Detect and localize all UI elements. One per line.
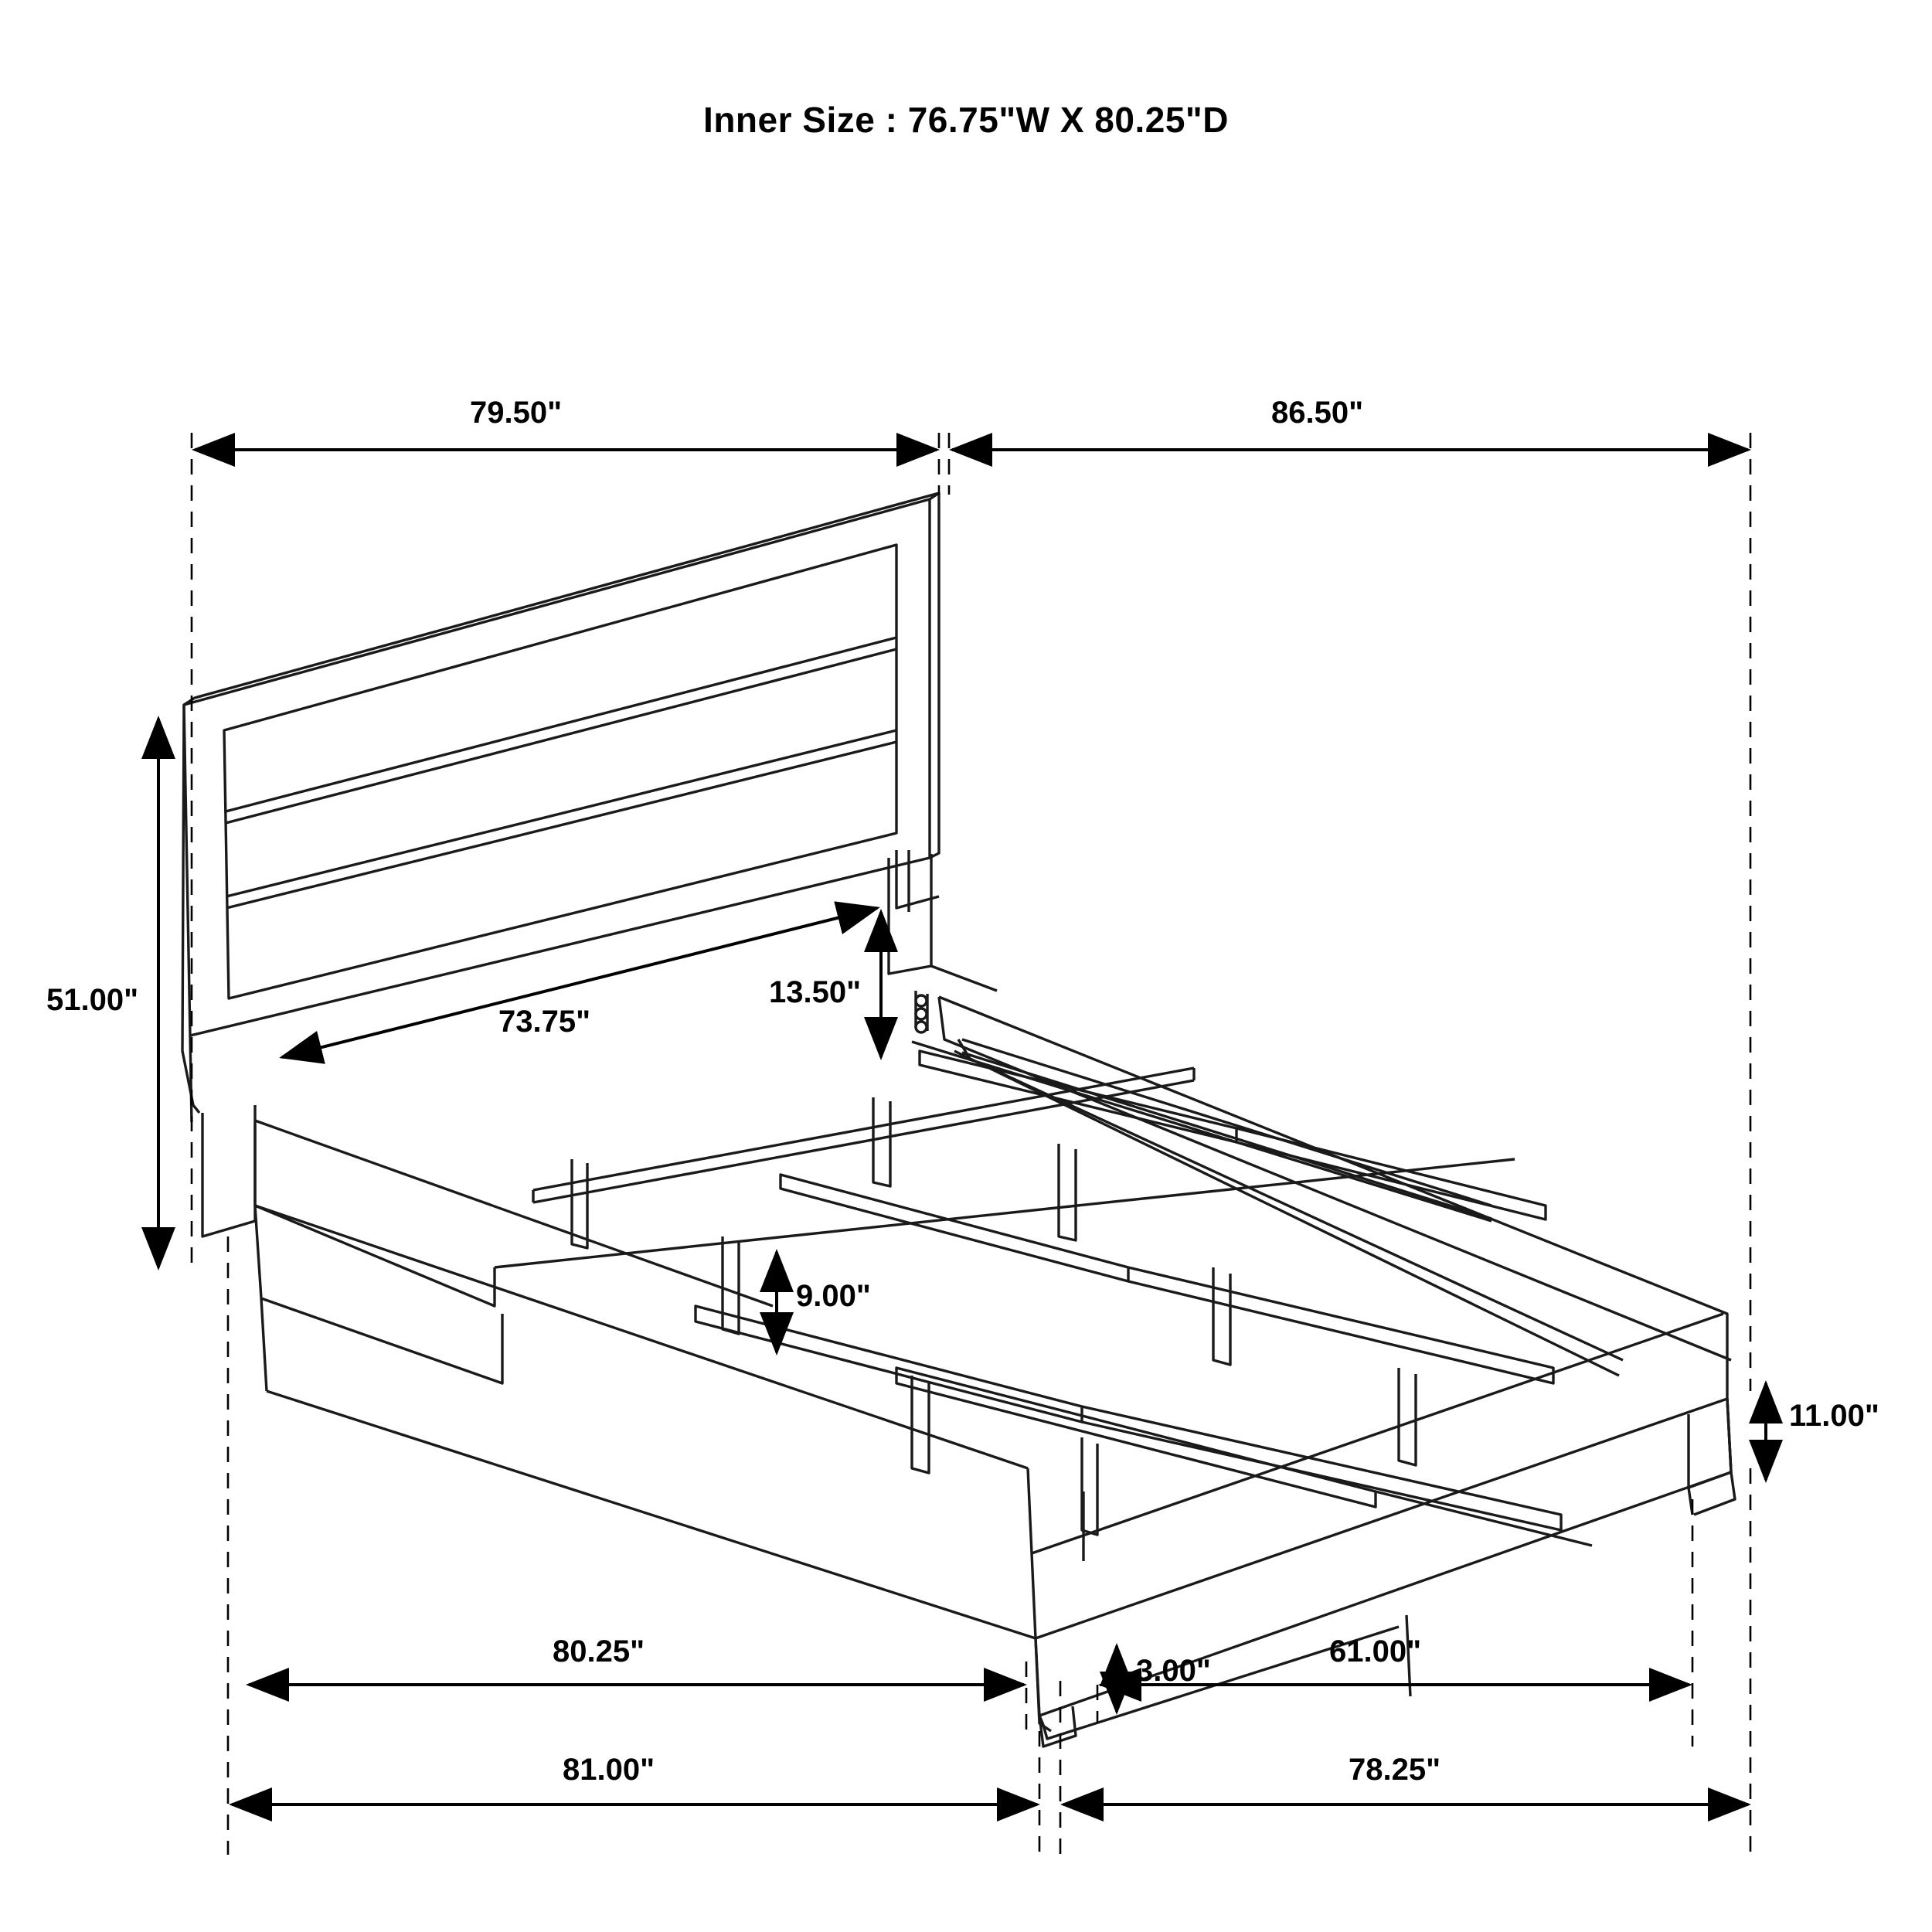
dim-label-81-00: 81.00" — [563, 1753, 655, 1787]
extension-lines — [192, 433, 1750, 1855]
dim-label-78-25: 78.25" — [1349, 1753, 1441, 1787]
dimension-arrows — [158, 450, 1766, 1804]
bed-geometry — [182, 493, 1735, 1747]
page-title: Inner Size : 76.75"W X 80.25"D — [703, 100, 1229, 140]
dim-label-80-25: 80.25" — [553, 1634, 645, 1668]
dim-label-11-00: 11.00" — [1789, 1399, 1879, 1433]
dim-label-13-50: 13.50" — [769, 975, 862, 1009]
dim-label-73-75: 73.75" — [498, 1005, 591, 1039]
dim-label-3-00: 3.00" — [1136, 1654, 1211, 1688]
dim-label-51-00: 51.00" — [46, 983, 139, 1017]
dim-label-9-00: 9.00" — [796, 1279, 871, 1313]
dim-label-86-50: 86.50" — [1271, 396, 1364, 430]
dim-label-79-50: 79.50" — [470, 396, 563, 430]
dim-label-61-00: 61.00" — [1329, 1634, 1422, 1668]
